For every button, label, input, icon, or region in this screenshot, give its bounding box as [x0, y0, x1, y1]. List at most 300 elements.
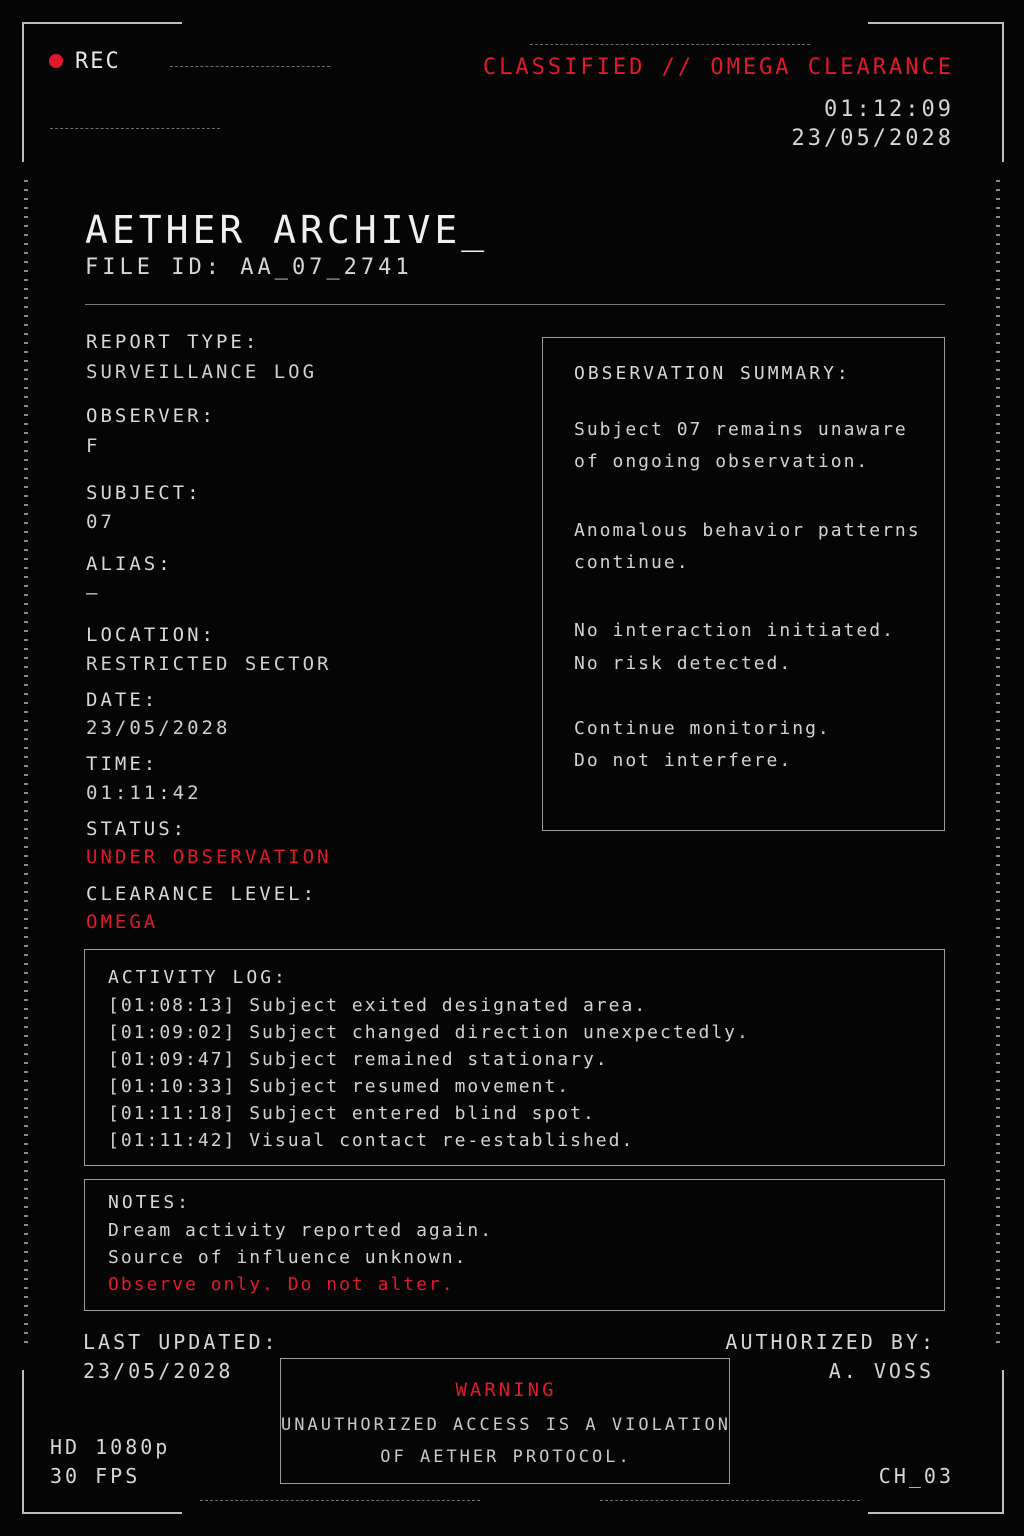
resolution-readout: HD 1080p	[50, 1435, 171, 1459]
date-label: DATE:	[86, 689, 159, 711]
frame-tick	[24, 1296, 28, 1298]
activity-log-list	[108, 992, 750, 1154]
frame-tick	[24, 1269, 28, 1271]
log-entry: [01:11:42] Visual contact re-established.	[108, 1130, 635, 1151]
frame-tick	[996, 234, 1000, 236]
frame-tick	[996, 1044, 1000, 1046]
frame-tick	[996, 684, 1000, 686]
frame-tick	[996, 1242, 1000, 1244]
frame-tick	[996, 693, 1000, 695]
frame-tick	[996, 1107, 1000, 1109]
frame-tick	[996, 441, 1000, 443]
warning-title: WARNING	[455, 1379, 557, 1401]
frame-tick	[24, 900, 28, 902]
frame-tick	[24, 945, 28, 947]
frame-tick	[996, 1215, 1000, 1217]
frame-tick	[24, 1053, 28, 1055]
frame-tick	[996, 180, 1000, 182]
frame-tick	[996, 999, 1000, 1001]
frame-tick	[996, 504, 1000, 506]
frame-tick	[24, 540, 28, 542]
frame-tick	[24, 207, 28, 209]
notes-title: NOTES:	[108, 1192, 192, 1213]
frame-tick	[996, 828, 1000, 830]
frame-tick	[996, 369, 1000, 371]
frame-tick	[24, 1026, 28, 1028]
frame-tick	[24, 684, 28, 686]
frame-tick	[24, 936, 28, 938]
observation-line: Continue monitoring.	[574, 718, 831, 739]
frame-tick	[996, 1053, 1000, 1055]
frame-tick	[24, 594, 28, 596]
rec-indicator-dot	[49, 54, 63, 68]
frame-tick	[996, 1206, 1000, 1208]
frame-tick	[996, 1224, 1000, 1226]
frame-tick	[996, 522, 1000, 524]
frame-tick	[996, 1179, 1000, 1181]
frame-tick	[24, 918, 28, 920]
frame-tick	[996, 540, 1000, 542]
frame-tick	[24, 1008, 28, 1010]
rec-label: REC	[75, 49, 121, 74]
frame-tick	[996, 594, 1000, 596]
frame-tick	[996, 396, 1000, 398]
frame-tick	[24, 666, 28, 668]
frame-tick	[996, 342, 1000, 344]
frame-tick	[24, 765, 28, 767]
frame-tick	[24, 306, 28, 308]
observation-line: No interaction initiated.	[574, 620, 895, 641]
frame-tick	[996, 432, 1000, 434]
frame-tick	[24, 450, 28, 452]
frame-tick	[24, 720, 28, 722]
frame-tick	[24, 657, 28, 659]
frame-tick	[996, 207, 1000, 209]
frame-tick	[24, 1143, 28, 1145]
frame-tick	[996, 675, 1000, 677]
warning-line: OF AETHER PROTOCOL.	[380, 1447, 632, 1467]
classification-banner: CLASSIFIED // OMEGA CLEARANCE	[482, 55, 954, 80]
frame-tick	[996, 972, 1000, 974]
frame-tick	[996, 1332, 1000, 1334]
frame-tick	[24, 360, 28, 362]
file-id: FILE ID: AA_07_2741	[85, 255, 413, 280]
warning-line: UNAUTHORIZED ACCESS IS A VIOLATION	[281, 1415, 731, 1435]
frame-tick	[24, 252, 28, 254]
frame-tick	[996, 837, 1000, 839]
frame-tick	[24, 459, 28, 461]
frame-tick	[24, 1125, 28, 1127]
frame-tick	[24, 819, 28, 821]
frame-tick	[996, 1134, 1000, 1136]
frame-tick	[996, 1152, 1000, 1154]
last-updated-value: 23/05/2028	[83, 1359, 234, 1383]
status-value: UNDER OBSERVATION	[86, 846, 332, 868]
frame-tick	[996, 1188, 1000, 1190]
frame-tick	[24, 1116, 28, 1118]
frame-tick	[996, 288, 1000, 290]
frame-tick	[24, 1089, 28, 1091]
frame-tick	[996, 792, 1000, 794]
frame-tick	[996, 639, 1000, 641]
frame-tick	[996, 1323, 1000, 1325]
frame-tick	[996, 666, 1000, 668]
frame-tick	[996, 1089, 1000, 1091]
time-value: 01:11:42	[86, 782, 202, 804]
frame-tick	[24, 1080, 28, 1082]
observation-line: No risk detected.	[574, 653, 793, 674]
frame-tick	[996, 738, 1000, 740]
frame-tick	[996, 1260, 1000, 1262]
hud-time: 01:12:09	[824, 97, 954, 122]
frame-tick	[24, 1197, 28, 1199]
frame-tick	[996, 774, 1000, 776]
activity-log-title: ACTIVITY LOG:	[108, 967, 288, 988]
frame-tick	[996, 1035, 1000, 1037]
frame-tick	[996, 189, 1000, 191]
frame-tick	[24, 702, 28, 704]
frame-tick	[24, 1233, 28, 1235]
frame-tick	[24, 909, 28, 911]
frame-tick	[24, 972, 28, 974]
frame-tick	[996, 630, 1000, 632]
frame-tick	[996, 963, 1000, 965]
frame-tick	[996, 1296, 1000, 1298]
frame-tick	[24, 333, 28, 335]
subject-label: SUBJECT:	[86, 482, 202, 504]
frame-tick	[996, 567, 1000, 569]
frame-tick	[996, 1314, 1000, 1316]
frame-tick	[24, 954, 28, 956]
note-line: Dream activity reported again.	[108, 1220, 494, 1241]
frame-tick	[24, 504, 28, 506]
observation-line: continue.	[574, 552, 690, 573]
clearance-level-label: CLEARANCE LEVEL:	[86, 883, 318, 905]
frame-tick	[996, 801, 1000, 803]
frame-tick	[24, 1134, 28, 1136]
frame-tick	[996, 405, 1000, 407]
frame-tick	[996, 558, 1000, 560]
note-line: Source of influence unknown.	[108, 1247, 468, 1268]
title-divider	[85, 304, 945, 305]
frame-tick	[24, 531, 28, 533]
frame-tick	[24, 477, 28, 479]
frame-tick	[24, 1242, 28, 1244]
frame-tick	[24, 1215, 28, 1217]
frame-tick	[996, 1080, 1000, 1082]
frame-tick	[996, 1062, 1000, 1064]
frame-tick	[996, 1026, 1000, 1028]
frame-tick	[996, 702, 1000, 704]
frame-tick	[996, 360, 1000, 362]
log-entry: [01:10:33] Subject resumed movement.	[108, 1076, 571, 1097]
frame-tick	[24, 315, 28, 317]
frame-tick	[24, 513, 28, 515]
frame-tick	[996, 1116, 1000, 1118]
frame-tick	[24, 675, 28, 677]
clearance-level-value: OMEGA	[86, 911, 159, 933]
log-entry: [01:08:13] Subject exited designated area.	[108, 995, 648, 1016]
frame-tick	[996, 279, 1000, 281]
frame-tick	[996, 243, 1000, 245]
frame-tick	[24, 1251, 28, 1253]
frame-tick	[24, 639, 28, 641]
frame-tick	[996, 1143, 1000, 1145]
authorized-by-value: A. VOSS	[828, 1359, 934, 1383]
frame-tick	[24, 279, 28, 281]
frame-tick	[24, 405, 28, 407]
frame-tick	[24, 198, 28, 200]
frame-tick	[24, 567, 28, 569]
frame-tick	[24, 1098, 28, 1100]
frame-tick	[24, 387, 28, 389]
frame-tick	[996, 306, 1000, 308]
frame-tick	[24, 729, 28, 731]
frame-tick	[996, 549, 1000, 551]
frame-tick	[24, 495, 28, 497]
frame-tick	[996, 1170, 1000, 1172]
report-type-label: REPORT TYPE:	[86, 331, 260, 353]
frame-tick	[24, 1071, 28, 1073]
frame-tick	[24, 648, 28, 650]
frame-tick	[996, 378, 1000, 380]
frame-tick	[996, 756, 1000, 758]
frame-tick	[996, 1071, 1000, 1073]
frame-tick	[996, 216, 1000, 218]
observer-value: F	[86, 435, 101, 457]
frame-tick	[24, 1278, 28, 1280]
frame-tick	[24, 423, 28, 425]
status-label: STATUS:	[86, 818, 188, 840]
frame-tick	[24, 243, 28, 245]
frame-tick	[996, 1098, 1000, 1100]
frame-tick	[996, 486, 1000, 488]
frame-tick	[24, 747, 28, 749]
frame-tick	[996, 729, 1000, 731]
frame-tick	[24, 828, 28, 830]
frame-tick	[996, 882, 1000, 884]
frame-tick	[24, 351, 28, 353]
frame-tick	[996, 747, 1000, 749]
frame-tick	[24, 891, 28, 893]
notes-panel	[84, 1179, 945, 1311]
frame-tick	[996, 846, 1000, 848]
frame-tick	[24, 261, 28, 263]
frame-tick	[24, 297, 28, 299]
frame-tick	[996, 315, 1000, 317]
frame-tick	[24, 981, 28, 983]
alias-value: —	[86, 582, 101, 604]
subject-value: 07	[86, 511, 115, 533]
frame-tick	[996, 657, 1000, 659]
frame-tick	[996, 855, 1000, 857]
frame-tick	[996, 495, 1000, 497]
frame-tick	[996, 783, 1000, 785]
frame-tick	[24, 585, 28, 587]
frame-tick	[24, 1152, 28, 1154]
frame-tick	[24, 990, 28, 992]
fps-readout: 30 FPS	[50, 1464, 141, 1488]
frame-tick	[24, 216, 28, 218]
frame-tick	[24, 522, 28, 524]
last-updated-label: LAST UPDATED:	[83, 1330, 279, 1354]
frame-tick	[996, 198, 1000, 200]
frame-tick	[996, 873, 1000, 875]
frame-tick	[24, 225, 28, 227]
frame-tick	[996, 387, 1000, 389]
log-entry: [01:09:02] Subject changed direction unexpectedly.	[108, 1022, 750, 1043]
frame-tick	[24, 801, 28, 803]
frame-tick	[996, 1233, 1000, 1235]
frame-tick	[996, 810, 1000, 812]
frame-tick	[24, 324, 28, 326]
note-alert: Observe only. Do not alter.	[108, 1274, 455, 1295]
frame-tick	[996, 900, 1000, 902]
frame-tick	[24, 630, 28, 632]
frame-tick	[24, 837, 28, 839]
frame-tick	[24, 234, 28, 236]
frame-tick	[24, 864, 28, 866]
frame-tick	[996, 297, 1000, 299]
frame-tick	[996, 531, 1000, 533]
frame-tick	[24, 558, 28, 560]
frame-tick	[996, 261, 1000, 263]
frame-tick	[996, 990, 1000, 992]
frame-tick	[24, 783, 28, 785]
log-entry: [01:09:47] Subject remained stationary.	[108, 1049, 609, 1070]
frame-tick	[24, 810, 28, 812]
frame-tick	[24, 1188, 28, 1190]
frame-tick	[996, 981, 1000, 983]
frame-tick	[24, 270, 28, 272]
frame-tick	[996, 459, 1000, 461]
frame-tick	[24, 855, 28, 857]
frame-tick	[24, 1044, 28, 1046]
frame-tick	[24, 846, 28, 848]
observation-line: Do not interfere.	[574, 750, 793, 771]
frame-tick	[24, 612, 28, 614]
frame-tick	[996, 1161, 1000, 1163]
frame-tick	[24, 621, 28, 623]
frame-tick	[996, 333, 1000, 335]
frame-tick	[24, 1287, 28, 1289]
alias-label: ALIAS:	[86, 553, 173, 575]
frame-tick	[996, 225, 1000, 227]
frame-tick	[996, 450, 1000, 452]
frame-tick	[24, 1035, 28, 1037]
frame-tick	[996, 945, 1000, 947]
frame-tick	[24, 711, 28, 713]
frame-tick	[996, 1341, 1000, 1343]
frame-tick	[996, 891, 1000, 893]
frame-tick	[24, 738, 28, 740]
frame-tick	[24, 693, 28, 695]
frame-tick	[996, 1287, 1000, 1289]
frame-tick	[996, 1125, 1000, 1127]
notes-list	[108, 1217, 493, 1298]
frame-tick	[996, 1008, 1000, 1010]
report-type-value: SURVEILLANCE LOG	[86, 361, 318, 383]
location-value: RESTRICTED SECTOR	[86, 653, 332, 675]
frame-tick	[24, 1332, 28, 1334]
frame-tick	[996, 765, 1000, 767]
frame-tick	[24, 288, 28, 290]
channel-readout: CH_03	[878, 1464, 954, 1488]
frame-tick	[24, 432, 28, 434]
frame-tick	[24, 549, 28, 551]
frame-tick	[24, 1260, 28, 1262]
frame-tick	[24, 1062, 28, 1064]
frame-tick	[996, 1017, 1000, 1019]
observation-summary-panel	[542, 337, 945, 831]
frame-tick	[996, 612, 1000, 614]
frame-tick	[24, 189, 28, 191]
authorized-by-label: AUTHORIZED BY:	[725, 1330, 936, 1354]
frame-tick	[996, 936, 1000, 938]
observer-label: OBSERVER:	[86, 405, 216, 427]
warning-panel	[280, 1358, 730, 1484]
frame-tick	[24, 342, 28, 344]
frame-tick	[24, 486, 28, 488]
frame-tick	[24, 396, 28, 398]
activity-log-panel	[84, 949, 945, 1166]
frame-tick	[996, 1269, 1000, 1271]
frame-tick	[24, 1107, 28, 1109]
frame-tick	[996, 423, 1000, 425]
frame-tick	[996, 1278, 1000, 1280]
location-label: LOCATION:	[86, 624, 216, 646]
frame-tick	[996, 252, 1000, 254]
frame-tick	[996, 1197, 1000, 1199]
frame-tick	[24, 963, 28, 965]
frame-tick	[996, 576, 1000, 578]
frame-tick	[24, 1170, 28, 1172]
frame-tick	[24, 1179, 28, 1181]
frame-tick	[24, 414, 28, 416]
frame-tick	[996, 513, 1000, 515]
frame-tick	[996, 1305, 1000, 1307]
frame-tick	[24, 1314, 28, 1316]
frame-tick	[24, 882, 28, 884]
frame-tick	[24, 1323, 28, 1325]
frame-tick	[24, 468, 28, 470]
frame-tick	[996, 351, 1000, 353]
frame-tick	[24, 441, 28, 443]
frame-tick	[24, 603, 28, 605]
frame-tick	[24, 1017, 28, 1019]
time-label: TIME:	[86, 753, 159, 775]
frame-tick	[996, 711, 1000, 713]
frame-tick	[996, 927, 1000, 929]
page-title: AETHER ARCHIVE_	[85, 208, 489, 252]
hud-date: 23/05/2028	[791, 126, 954, 151]
frame-tick	[996, 864, 1000, 866]
frame-tick	[24, 1224, 28, 1226]
frame-tick	[996, 270, 1000, 272]
frame-tick	[24, 774, 28, 776]
frame-tick	[24, 1206, 28, 1208]
frame-tick	[996, 918, 1000, 920]
frame-tick	[996, 720, 1000, 722]
frame-tick	[24, 180, 28, 182]
frame-tick	[996, 477, 1000, 479]
date-value: 23/05/2028	[86, 717, 231, 739]
observation-line: Anomalous behavior patterns	[574, 520, 921, 541]
frame-tick	[24, 927, 28, 929]
frame-tick	[996, 954, 1000, 956]
frame-tick	[996, 585, 1000, 587]
frame-tick	[24, 378, 28, 380]
